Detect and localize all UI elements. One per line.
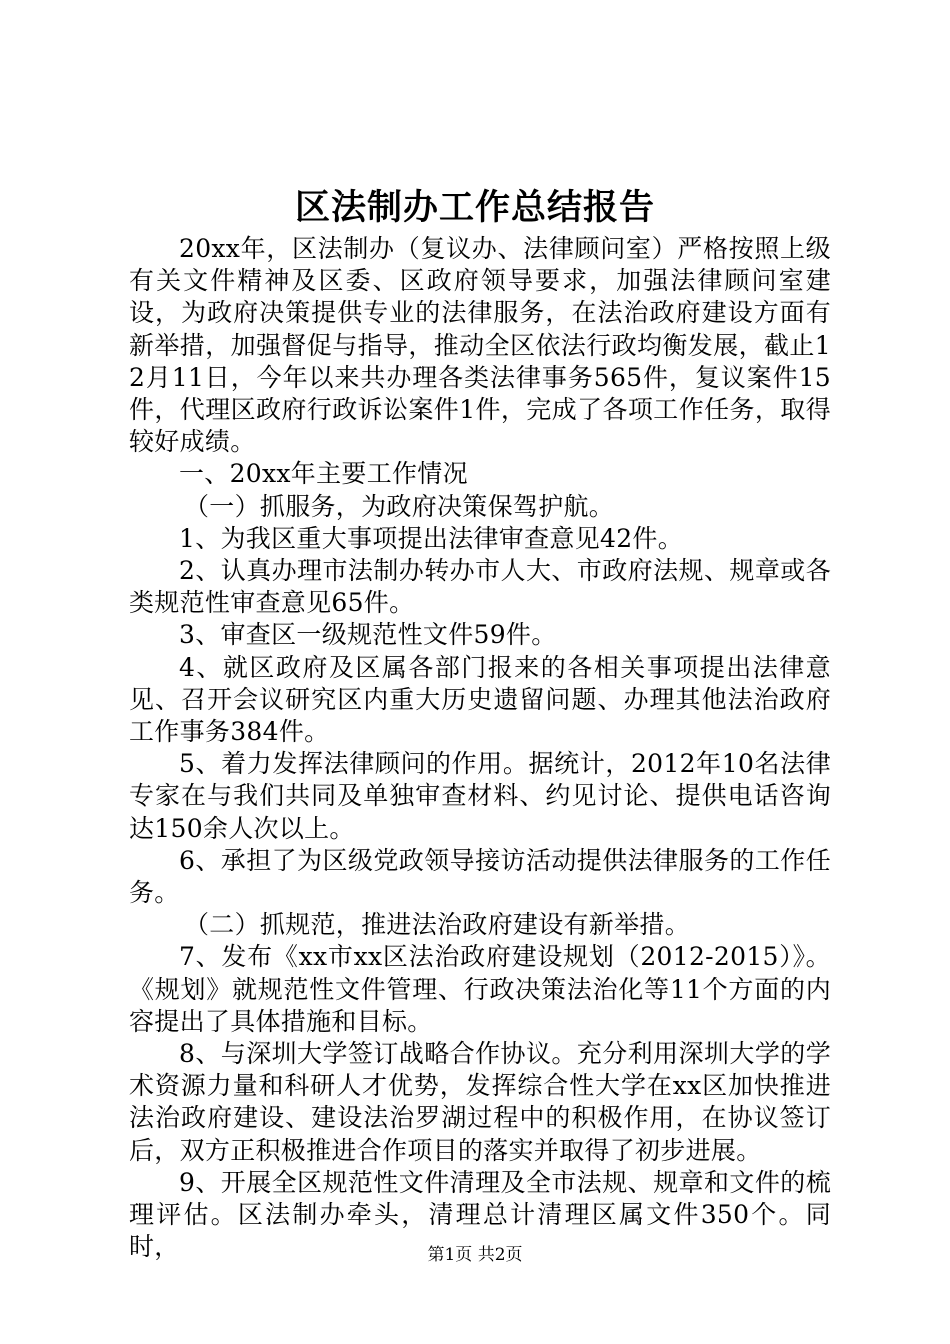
list-item-4: 4、就区政府及区属各部门报来的各相关事项提出法律意见、召开会议研究区内重大历史遗留问题、办理其他法治政府工作事务384件。 [129, 652, 831, 747]
list-item-9: 9、开展全区规范性文件清理及全市法规、规章和文件的梳理评估。区法制办牵头，清理总计清理区属文件350个。同时， [129, 1167, 831, 1262]
page-number: 第1页 [427, 1245, 473, 1265]
subsection-heading-1: （一）抓服务，为政府决策保驾护航。 [184, 491, 615, 521]
section-heading-1: 一、20xx年主要工作情况 [179, 459, 468, 489]
subsection-heading-2: （二）抓规范，推进法治政府建设有新举措。 [184, 910, 691, 940]
list-item-2: 2、认真办理市法制办转办市人大、市政府法规、规章或各类规范性审查意见65件。 [129, 556, 831, 618]
list-item-7: 7、发布《xx市xx区法治政府建设规划（2012-2015）》。《规划》就规范性文件管理、行政决策法治化等11个方面的内容提出了具体措施和目标。 [129, 942, 831, 1036]
list-item-8: 8、与深圳大学签订战略合作协议。充分利用深圳大学的学术资源力量和科研人才优势，发挥综合性大学在xx区加快推进法治政府建设、建设法治罗湖过程中的积极作用，在协议签订后，双方正积极推进合作项目的落实并取得了初步进展。 [129, 1039, 831, 1165]
page-total: 共2页 [477, 1245, 523, 1265]
list-item-6: 6、承担了为区级党政领导接访活动提供法律服务的工作任务。 [129, 845, 831, 908]
list-item-3: 3、审查区一级规范性文件59件。 [179, 620, 557, 650]
list-item-1: 1、为我区重大事项提出法律审查意见42件。 [179, 523, 684, 553]
page-footer [0, 1243, 950, 1267]
paragraph-intro: 20xx年，区法制办（复议办、法律顾问室）严格按照上级有关文件精神及区委、区政府领导要求，加强法律顾问室建设，为政府决策提供专业的法律服务，在法治政府建设方面有新举措，加强督促与指导，推动全区依法行政均衡发展，截止12月11日，今年以来共办理各类法律事务565件，复议案件15件，代理区政府行政诉讼案件1件，完成了各项工作任务，取得较好成绩。 [129, 234, 831, 457]
document-body [129, 233, 831, 1264]
document-title: 区法制办工作总结报告 [294, 187, 655, 228]
list-item-5: 5、着力发挥法律顾问的作用。据统计，2012年10名法律专家在与我们共同及单独审查材料、约见讨论、提供电话咨询达150余人次以上。 [129, 749, 831, 843]
